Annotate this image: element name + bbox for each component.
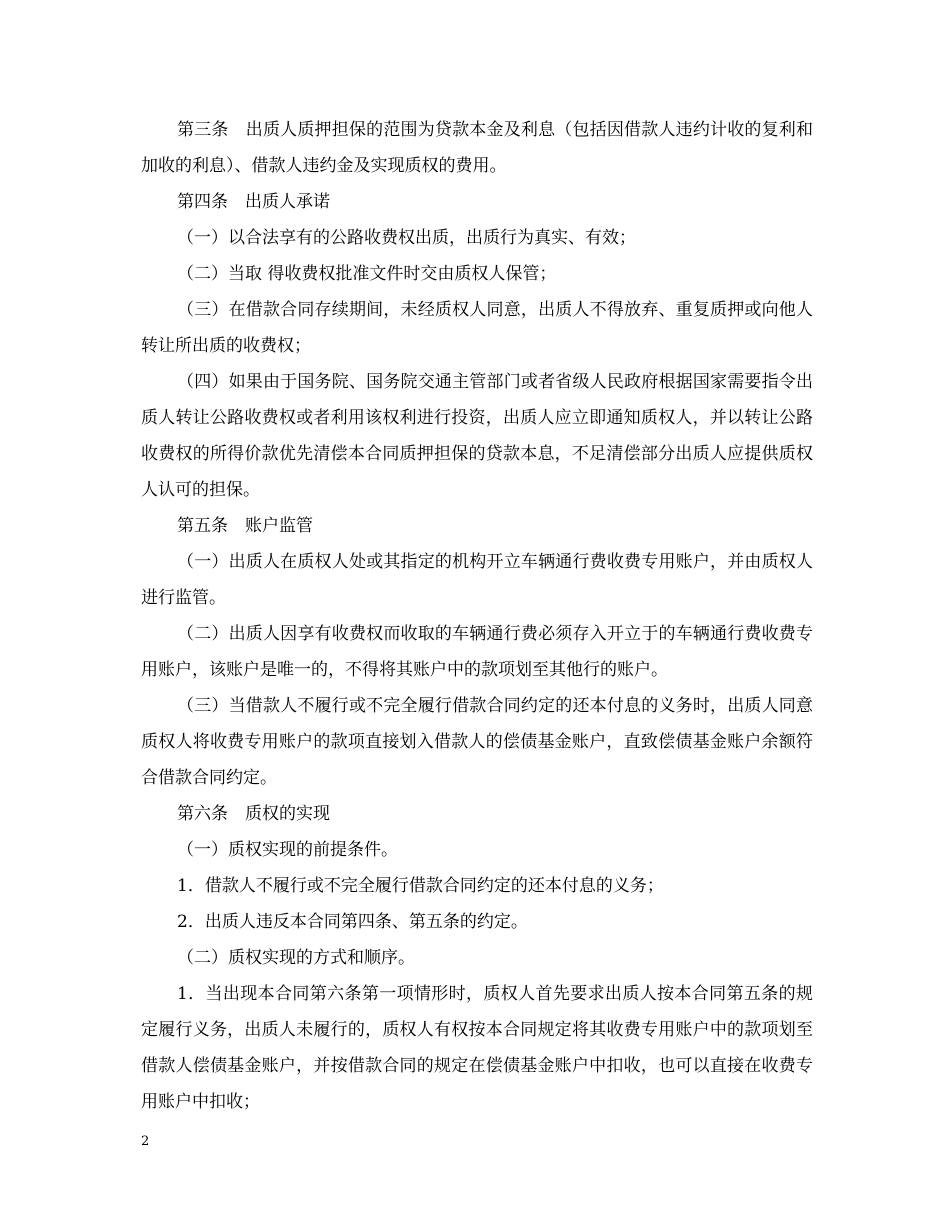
article-6-item-1: （一）质权实现的前提条件。 [177,840,398,860]
article-6-item-2-sub-1: 1．当出现本合同第六条第一项情形时，质权人首先要求出质人按本合同第五条的规定履行义务，出质人未履行的，质权人有权按本合同规定将其收费专用账户中的款项划至借款人偿债基金账户，并按借款合同的规定在偿债基金账户中扣收，也可以直接在收费专用账户中扣收； [141,984,813,1112]
article-6-heading: 第六条 质权的实现 [177,804,330,824]
article-5-item-2: （二）出质人因享有收费权而收取的车辆通行费必须存入开立于的车辆通行费收费专用账户，该账户是唯一的，不得将其账户中的款项划至其他行的账户。 [141,624,813,680]
article-6-item-1-sub-1: 1．借款人不履行或不完全履行借款合同约定的还本付息的义务； [177,876,664,896]
article-3-paragraph: 第三条 出质人质押担保的范围为贷款本金及利息（包括因借款人违约计收的复利和加收的利息）、借款人违约金及实现质权的费用。 [141,120,813,176]
article-4-item-2: （二）当取 得收费权批准文件时交由质权人保管； [177,264,557,284]
page-number: 2 [141,1134,150,1149]
article-5-item-3: （三）当借款人不履行或不完全履行借款合同约定的还本付息的义务时，出质人同意质权人将收费专用账户的款项直接划入借款人的偿债基金账户，直致偿债基金账户余额符合借款合同约定。 [141,696,813,788]
article-4-item-4: （四）如果由于国务院、国务院交通主管部门或者省级人民政府根据国家需要指令出质人转让公路收费权或者利用该权利进行投资，出质人应立即通知质权人，并以转让公路收费权的所得价款优先清偿本合同质押担保的贷款本息，不足清偿部分出质人应提供质权人认可的担保。 [141,372,813,500]
article-4-item-3: （三）在借款合同存续期间，未经质权人同意，出质人不得放弃、重复质押或向他人转让所出质的收费权； [141,300,813,356]
article-5-item-1: （一）出质人在质权人处或其指定的机构开立车辆通行费收费专用账户，并由质权人进行监管。 [141,552,813,608]
article-4-item-1: （一）以合法享有的公路收费权出质，出质行为真实、有效； [177,228,636,248]
document-body [141,112,813,1120]
article-5-heading: 第五条 账户监管 [177,516,313,536]
article-6-item-1-sub-2: 2．出质人违反本合同第四条、第五条的约定。 [177,912,528,932]
article-6-item-2: （二）质权实现的方式和顺序。 [177,948,415,968]
article-4-heading: 第四条 出质人承诺 [177,192,330,212]
